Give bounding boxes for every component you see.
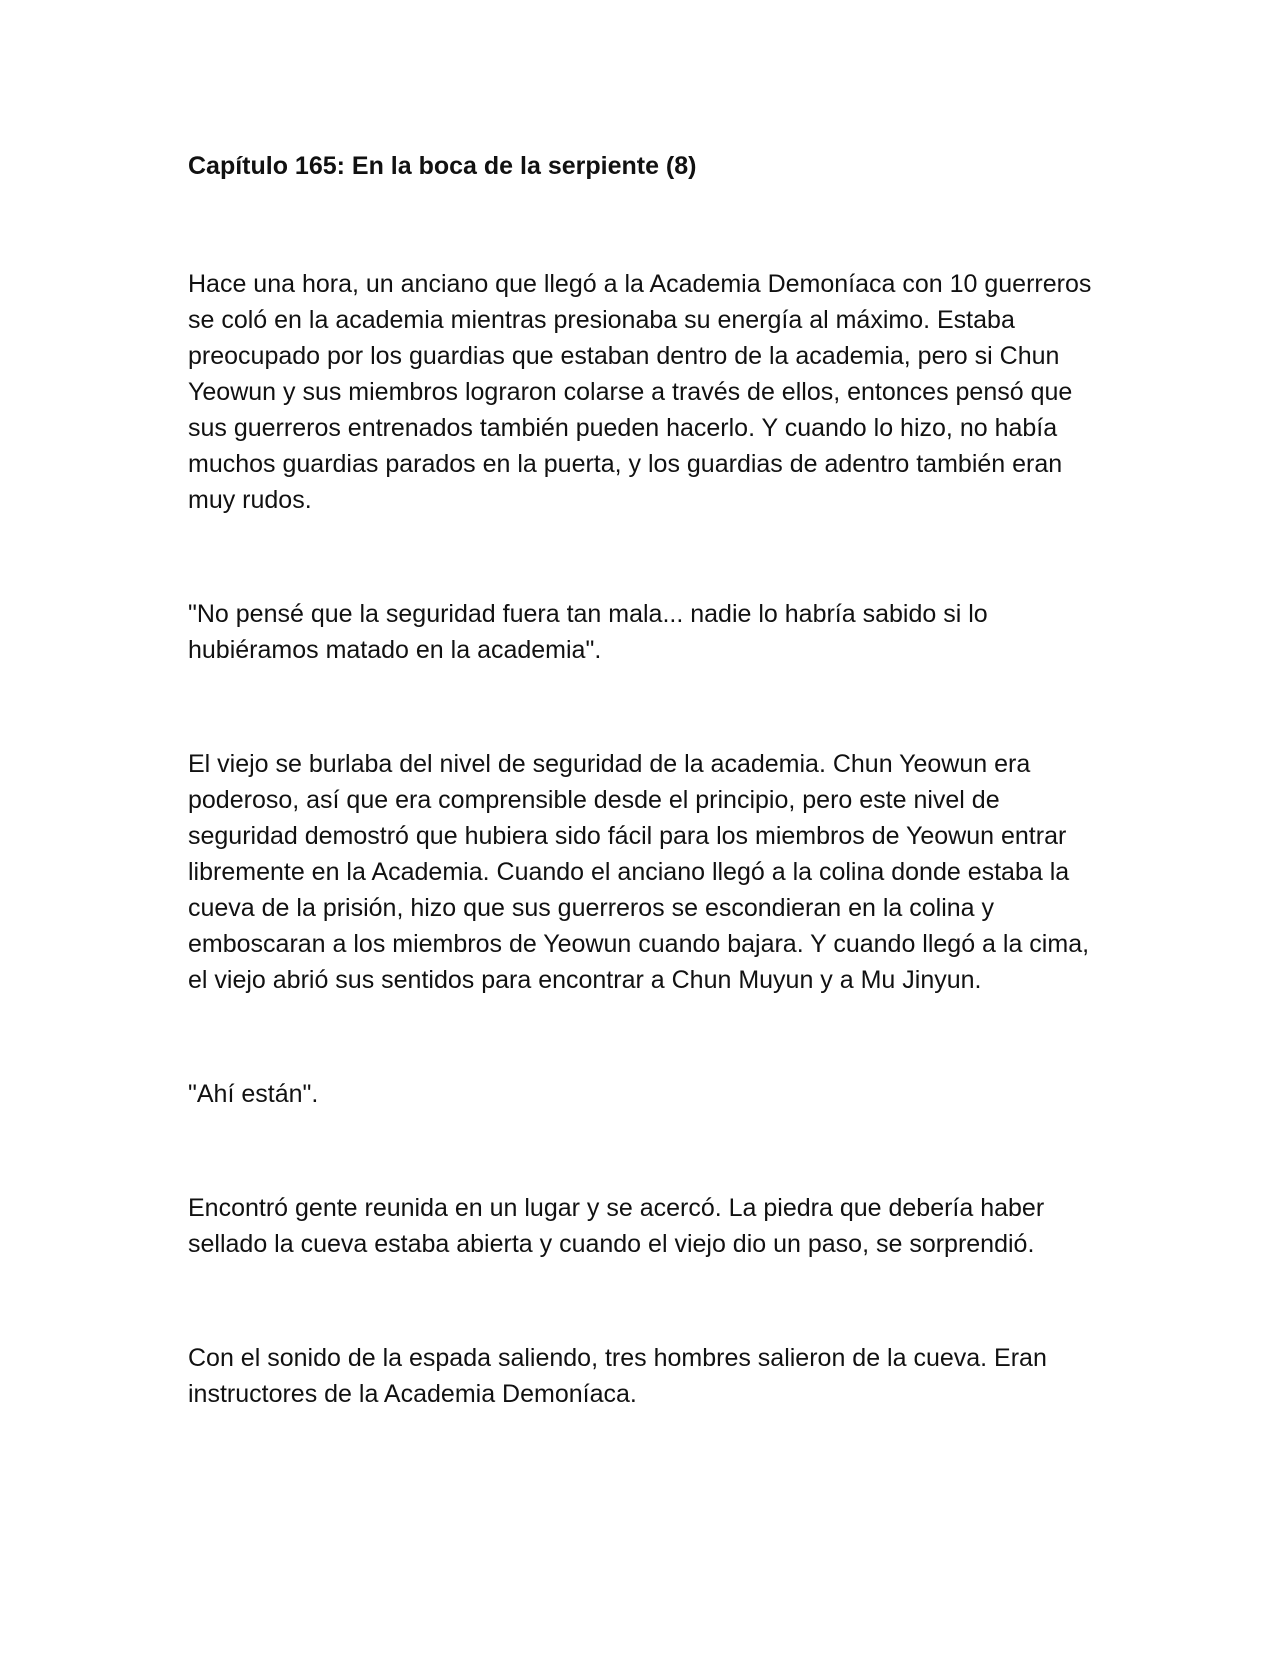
paragraph-6: Con el sonido de la espada saliendo, tres hombres salieron de la cueva. Eran instructores de la Academia Demoníaca. [188,1344,1047,1408]
spacer [188,998,1093,1076]
chapter-title: Capítulo 165: En la boca de la serpiente (8) [188,152,697,180]
document-body [188,148,1093,1412]
spacer [188,668,1093,746]
paragraph-1: Hace una hora, un anciano que llegó a la Academia Demoníaca con 10 guerreros se coló en la academia mientras presionaba su energía al máximo. Estaba preocupado por los guardias que estaban dentro de la academia, pero si Chun Yeowun y sus miembros lograron colarse a través de ellos, entonces pensó que sus guerreros entrenados también pueden hacerlo. Y cuando lo hizo, no había muchos guardias parados en la puerta, y los guardias de adentro también eran muy rudos. [188,270,1092,514]
paragraph-2: "No pensé que la seguridad fuera tan mala... nadie lo habría sabido si lo hubiéramos matado en la academia". [188,600,988,664]
paragraph-3: El viejo se burlaba del nivel de seguridad de la academia. Chun Yeowun era poderoso, así que era comprensible desde el principio, pero este nivel de seguridad demostró que hubiera sido fácil para los miembros de Yeowun entrar libremente en la Academia. Cuando el anciano llegó a la colina donde estaba la cueva de la prisión, hizo que sus guerreros se escondieran en la colina y emboscaran a los miembros de Yeowun cuando bajara. Y cuando llegó a la cima, el viejo abrió sus sentidos para encontrar a Chun Muyun y a Mu Jinyun. [188,750,1090,994]
paragraph-4: "Ahí están". [188,1080,319,1108]
spacer [188,1112,1093,1190]
spacer [188,518,1093,596]
paragraph-5: Encontró gente reunida en un lugar y se acercó. La piedra que debería haber sellado la cueva estaba abierta y cuando el viejo dio un paso, se sorprendió. [188,1194,1045,1258]
spacer [188,184,1093,266]
spacer [188,1262,1093,1340]
